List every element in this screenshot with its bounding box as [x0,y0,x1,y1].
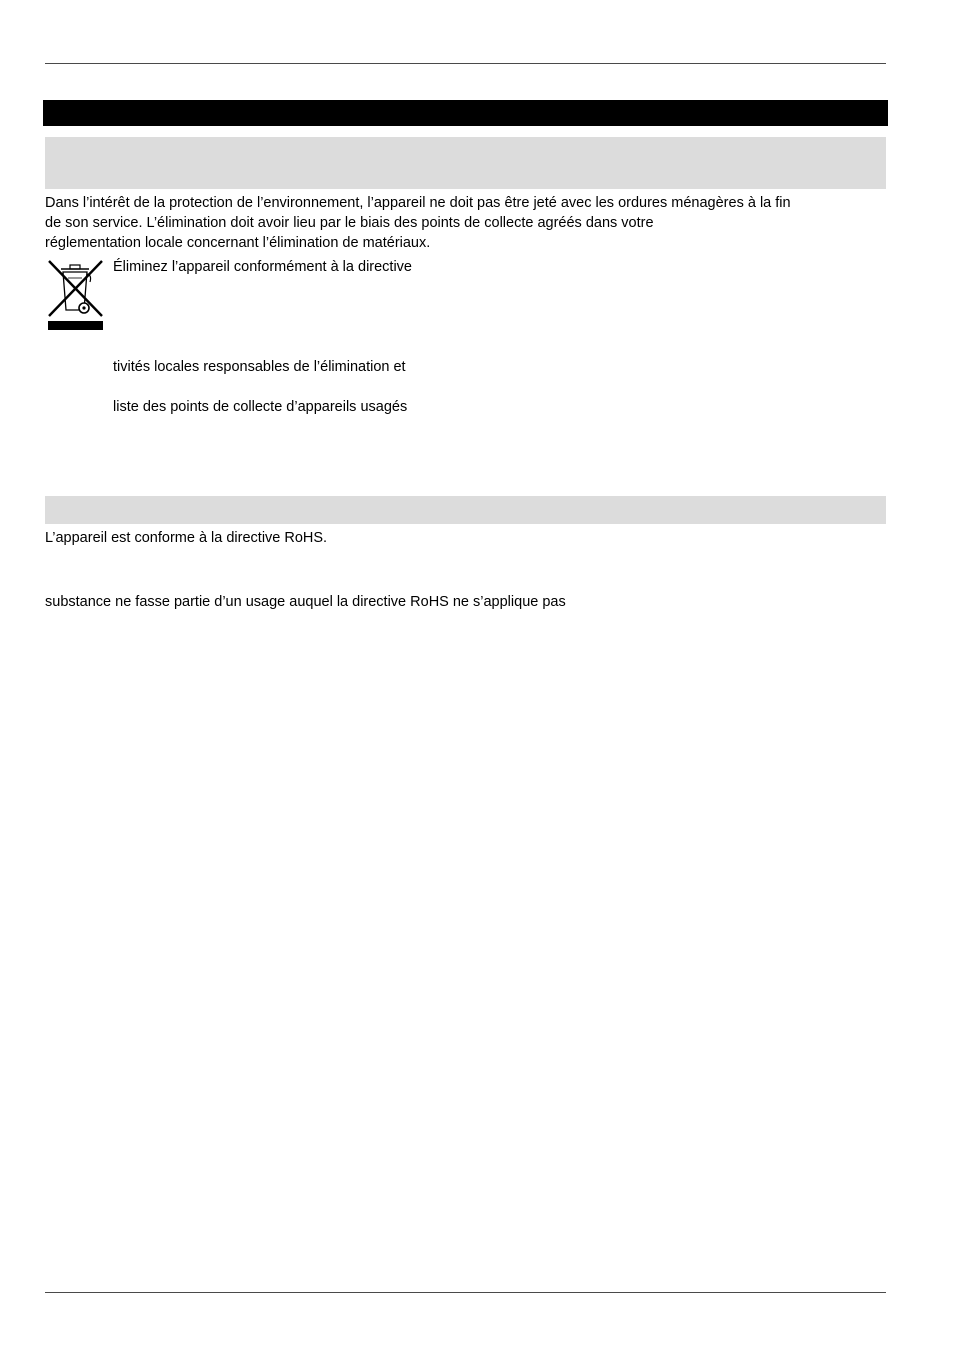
weee-text-line-2: tivités locales responsables de l’élimination et [113,359,406,375]
disposal-text-line-2: de son service. L’élimination doit avoir lieu par le biais des points de collecte agréés dans votre [45,215,654,231]
disposal-text-line-1: Dans l’intérêt de la protection de l’environnement, l’appareil ne doit pas être jeté avec les ordures ménagères à la fin [45,195,791,211]
crossed-out-wheelie-bin-icon [46,258,104,332]
rohs-text-line-2: substance ne fasse partie d’un usage auquel la directive RoHS ne s’applique pas [45,594,566,610]
section-heading-rohs [45,496,886,524]
rohs-text-line-1: L’appareil est conforme à la directive RoHS. [45,530,328,546]
weee-text-line-3: liste des points de collecte d’appareils usagés [113,399,408,415]
footer-rule [45,1292,886,1293]
weee-text-line-1: Éliminez l’appareil conformément à la directive [113,259,412,275]
header-rule [45,63,886,64]
section-heading-disposal [45,137,886,189]
disposal-text-line-3: réglementation locale concernant l’élimination de matériaux. [45,235,431,251]
chapter-title-bar [43,100,888,126]
